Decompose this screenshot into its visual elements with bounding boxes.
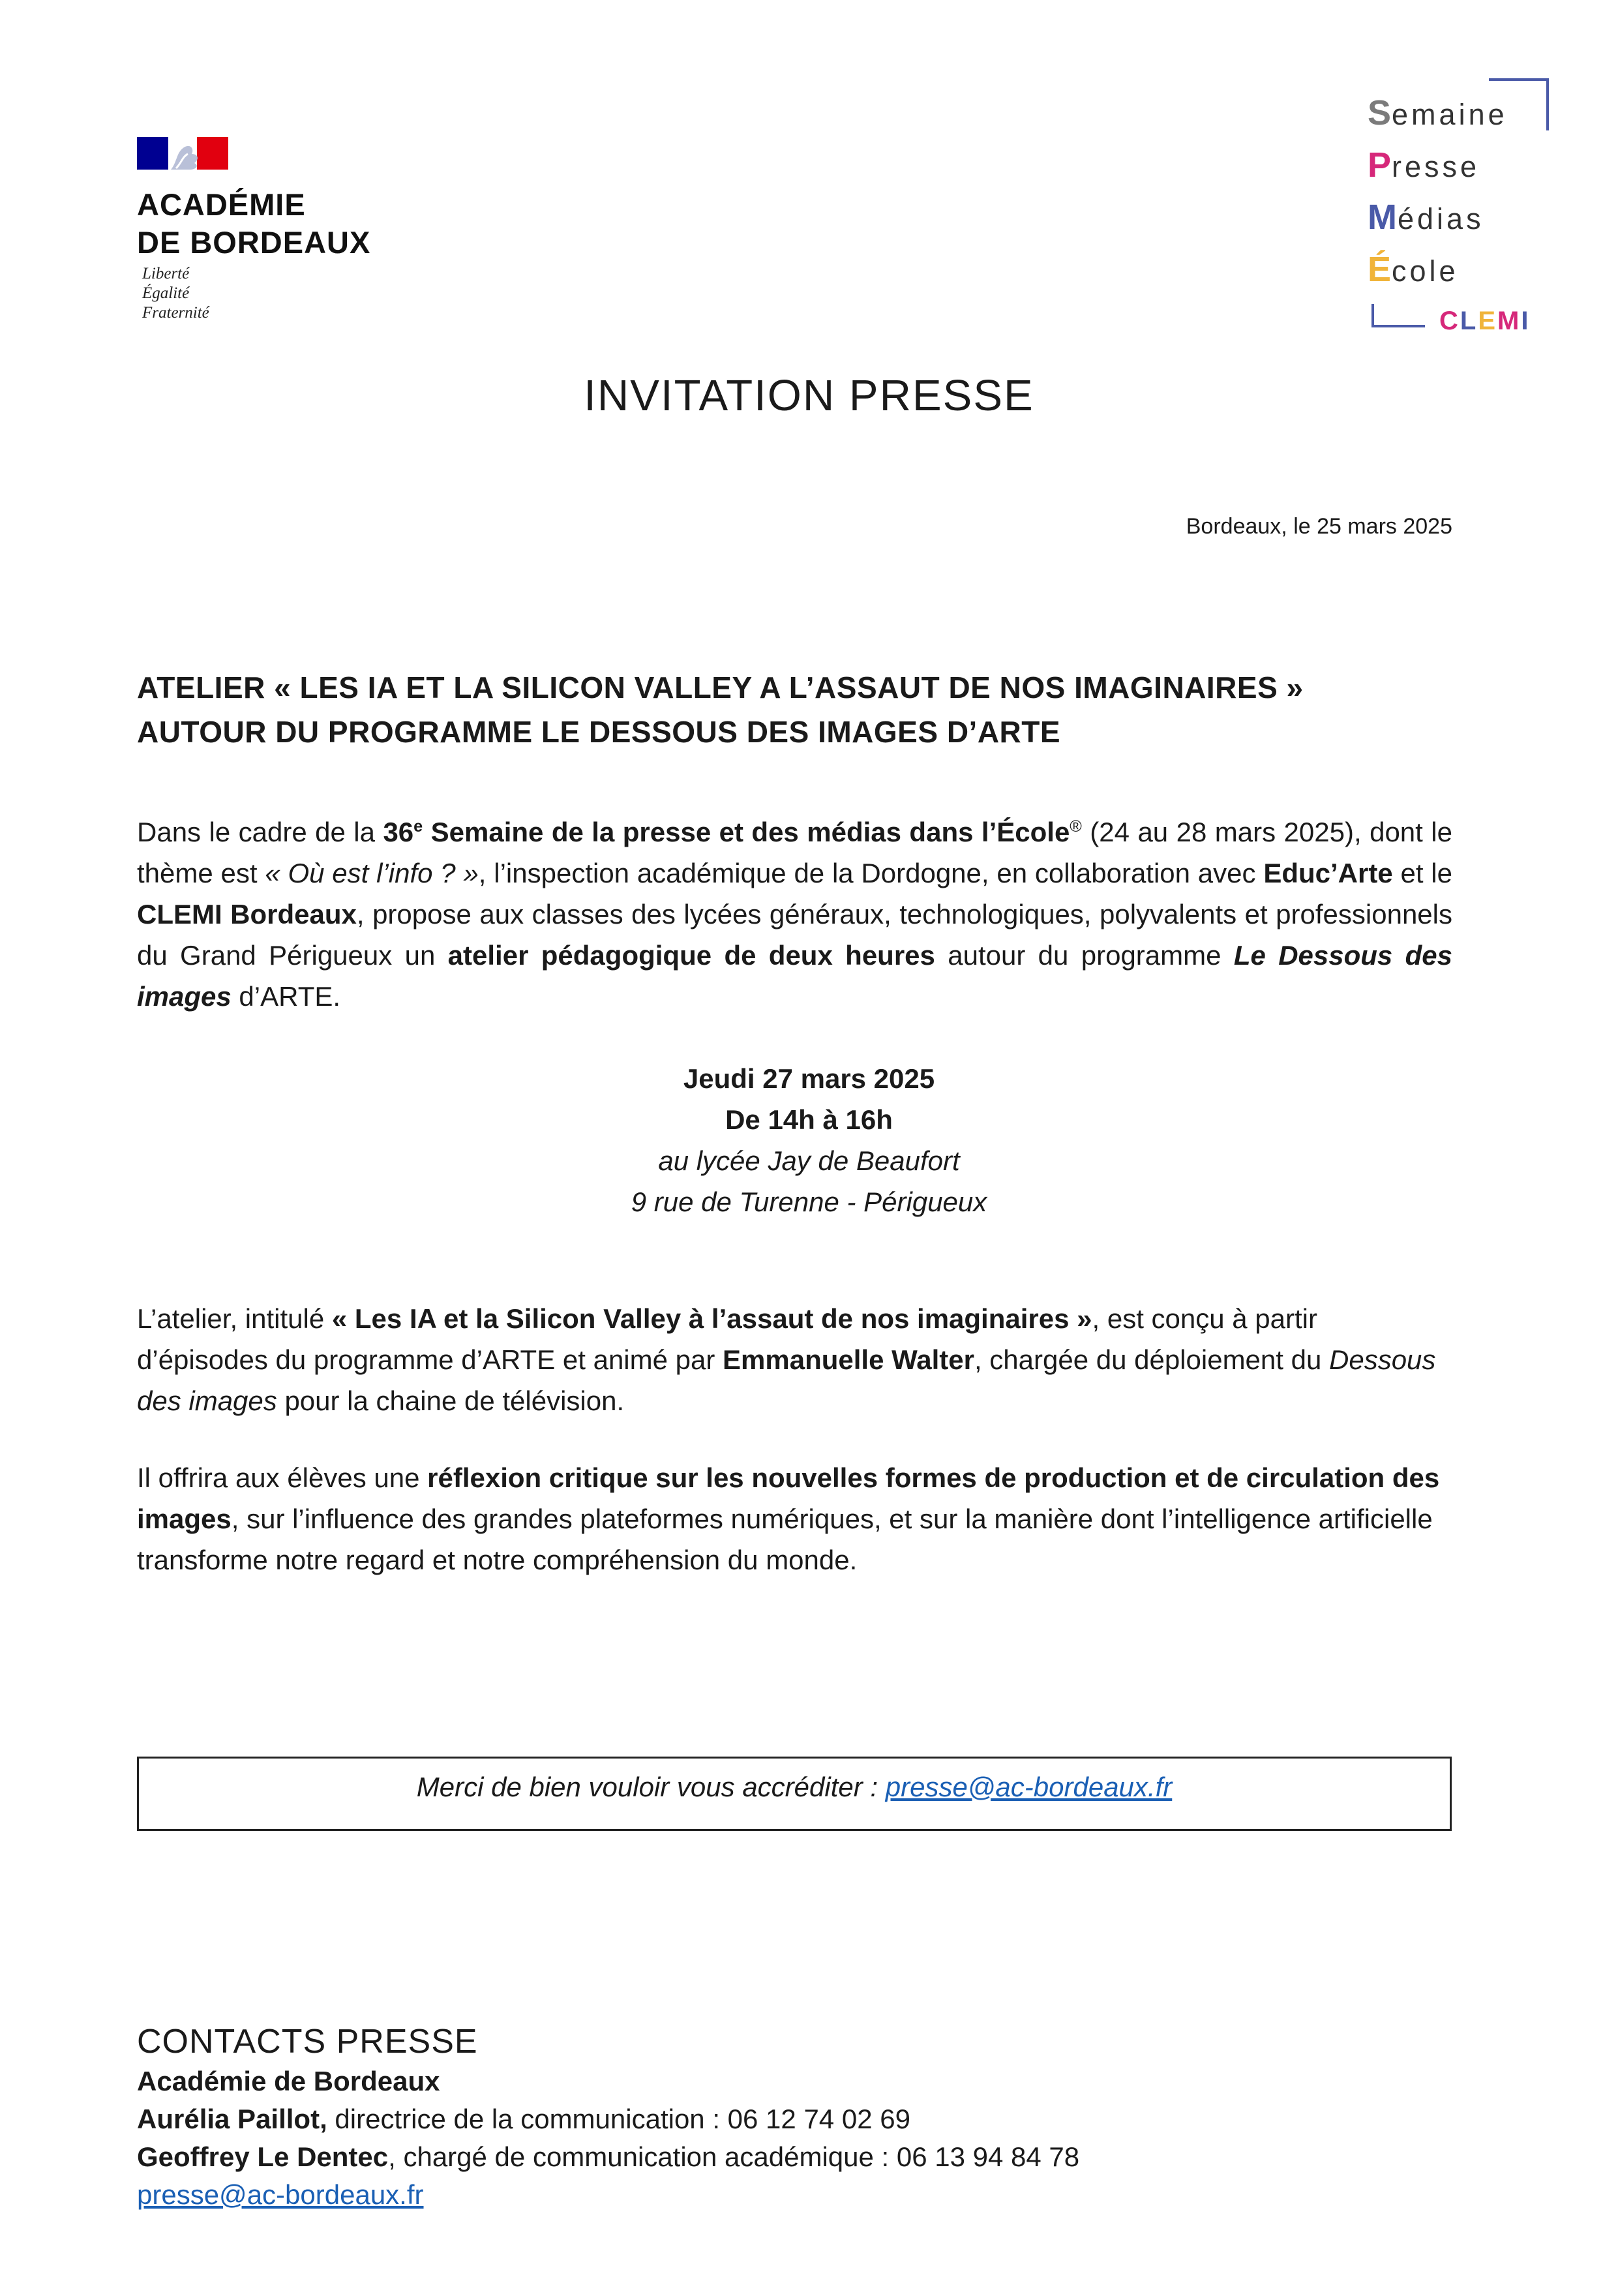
contact-role: , chargé de communication académique : 06 13 94 84 78 [388, 2141, 1080, 2172]
workshop-title-line1: ATELIER « LES IA ET LA SILICON VALLEY A L’ASSAUT DE NOS IMAGINAIRES » [137, 671, 1304, 704]
spme-line-medias [1368, 198, 1484, 237]
text-run: L’atelier, intitulé [137, 1303, 332, 1334]
contact-role: directrice de la communication : 06 12 74 02 69 [327, 2104, 910, 2134]
spme-initial: É [1368, 250, 1392, 289]
text-run: d’ARTE. [231, 981, 341, 1012]
clemi-letter: E [1478, 307, 1498, 335]
text-run-bold: « Les IA et la Silicon Valley à l’assaut de nos imaginaires » [331, 1303, 1092, 1334]
text-run: et le [1392, 858, 1452, 888]
contacts-email-link[interactable]: presse@ac-bordeaux.fr [137, 2179, 424, 2210]
event-address: 9 rue de Turenne - Périgueux [631, 1186, 987, 1217]
registered-mark: ® [1070, 817, 1082, 836]
page-title: INVITATION PRESSE [584, 371, 1034, 420]
text-run: , propose aux classes des lycées généraux, technologiques, polyvalents et professionnels du Grand Périgueux un [137, 899, 1452, 971]
academie-name [137, 186, 370, 262]
accreditation-email-link[interactable]: presse@ac-bordeaux.fr [885, 1772, 1173, 1802]
event-details [0, 1058, 1618, 1222]
marianne-flag-icon [137, 137, 228, 170]
document-date: Bordeaux, le 25 mars 2025 [1186, 514, 1452, 539]
text-run-bold: réflexion critique sur les nouvelles formes de production et de circulation des images [137, 1462, 1440, 1534]
text-run-bold: CLEMI Bordeaux [137, 899, 357, 929]
text-run: Dans le cadre de la [137, 817, 383, 847]
spme-initial: P [1368, 145, 1392, 185]
text-run-superscript: e [413, 817, 423, 836]
spme-logo [1366, 77, 1562, 344]
text-run: , chargée du déploiement du [974, 1344, 1329, 1375]
spme-word: cole [1392, 254, 1459, 288]
reflexion-paragraph [137, 1457, 1452, 1580]
text-run-italic: « Où est l’info ? » [265, 858, 479, 888]
spme-word: édias [1397, 202, 1484, 235]
clemi-letter: L [1460, 307, 1478, 335]
text-run: autour du programme [935, 940, 1234, 971]
text-run: (24 au 28 mars 2025), dont le thème est [137, 817, 1452, 888]
intro-paragraph [137, 811, 1452, 1017]
text-run-bold: Educ’Arte [1263, 858, 1393, 888]
spme-word: emaine [1392, 98, 1508, 131]
clemi-letter: M [1497, 307, 1521, 335]
motto-egalite: Égalité [142, 284, 190, 302]
contact-name: Geoffrey Le Dentec [137, 2141, 389, 2172]
accreditation-line [139, 1772, 1450, 1803]
contacts-heading: CONTACTS PRESSE [137, 2023, 478, 2061]
text-run-bold: Emmanuelle Walter [723, 1344, 974, 1375]
academie-name-line2: DE BORDEAUX [137, 225, 371, 260]
event-time: De 14h à 16h [725, 1104, 893, 1135]
motto-liberte: Liberté [142, 265, 190, 282]
contact-email-line [137, 2176, 1441, 2214]
press-contacts [137, 2021, 1441, 2214]
text-run: , est conçu à partir d’épisodes du programme d’ARTE et animé par [137, 1303, 1317, 1375]
text-run-bold: 36 [383, 817, 414, 847]
workshop-title-line2: AUTOUR DU PROGRAMME LE DESSOUS DES IMAGES D’ARTE [137, 715, 1061, 749]
spme-line-semaine [1368, 93, 1508, 132]
event-date: Jeudi 27 mars 2025 [683, 1063, 935, 1094]
text-run-bold-italic: Le Dessous des images [137, 940, 1452, 1012]
motto-fraternite: Fraternité [142, 304, 209, 322]
spme-line-presse [1368, 145, 1480, 185]
accreditation-text: Merci de bien vouloir vous accréditer : [416, 1772, 886, 1802]
contact-line-1 [137, 2100, 1441, 2138]
text-run: , l’inspection académique de la Dordogne, en collaboration avec [478, 858, 1264, 888]
spme-word: resse [1392, 150, 1480, 183]
text-run-bold: atelier pédagogique de deux heures [447, 940, 935, 971]
workshop-title [137, 665, 1454, 754]
spme-line-ecole [1368, 250, 1459, 289]
clemi-letter: I [1521, 307, 1531, 335]
republic-motto [142, 264, 209, 323]
academie-logo [137, 137, 411, 333]
text-run: Il offrira aux élèves une [137, 1462, 428, 1493]
contact-line-2 [137, 2138, 1441, 2176]
academie-name-line1: ACADÉMIE [137, 187, 306, 222]
spme-initial: S [1368, 93, 1392, 132]
accreditation-box [137, 1757, 1452, 1831]
text-run-italic: Dessous des images [137, 1344, 1436, 1416]
spme-initial: M [1368, 198, 1398, 237]
contacts-organization: Académie de Bordeaux [137, 2066, 440, 2096]
text-run-bold: Semaine de la presse et des médias dans l’École [423, 817, 1070, 847]
clemi-logo [1439, 307, 1530, 336]
event-venue: au lycée Jay de Beaufort [658, 1145, 960, 1176]
atelier-paragraph [137, 1298, 1452, 1421]
text-run: pour la chaine de télévision. [277, 1385, 625, 1416]
clemi-letter: C [1439, 307, 1460, 335]
text-run: , sur l’influence des grandes plateformes numériques, et sur la manière dont l’intelligence artificielle transforme notre regard et notre compréhension du monde. [137, 1503, 1433, 1575]
contact-name: Aurélia Paillot, [137, 2104, 327, 2134]
